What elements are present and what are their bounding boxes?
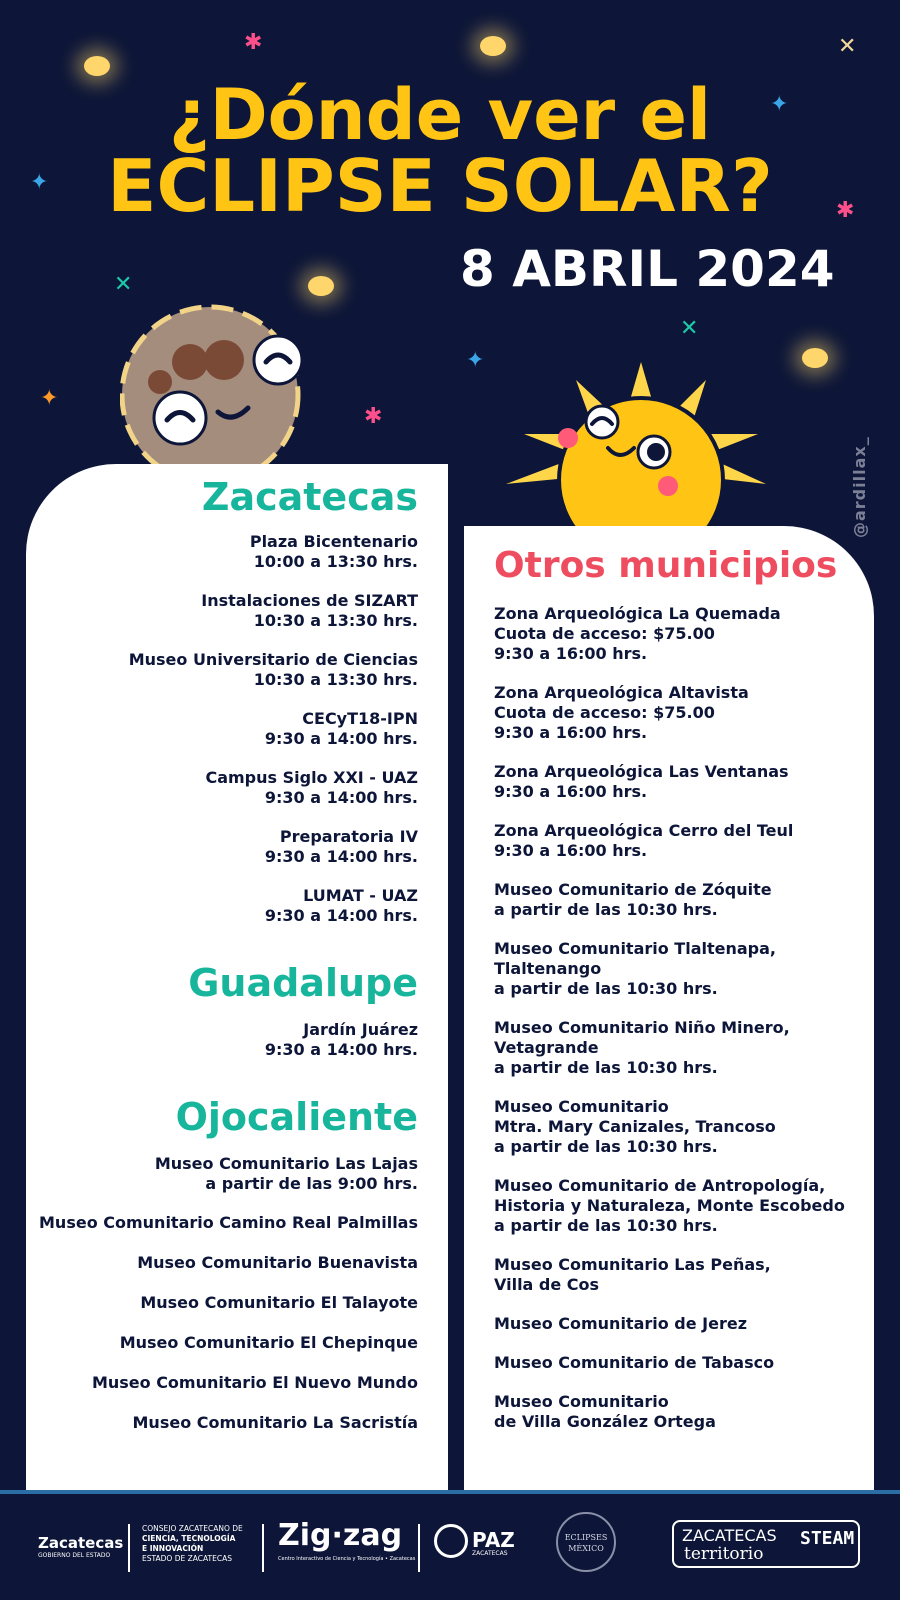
location-name: Museo Comunitario Buenavista xyxy=(137,1253,418,1272)
consejo-line: CONSEJO ZACATECANO DE xyxy=(142,1524,243,1533)
location-entry xyxy=(28,1253,418,1273)
location-entry xyxy=(28,1413,418,1433)
location-entry xyxy=(28,1293,418,1313)
location-entry xyxy=(28,532,418,572)
location-line: a partir de las 10:30 hrs. xyxy=(494,900,718,919)
location-line: a partir de las 10:30 hrs. xyxy=(494,1058,718,1077)
location-time: 9:30 a 14:00 hrs. xyxy=(264,729,418,748)
location-line: Museo Comunitario Las Peñas, xyxy=(494,1255,771,1274)
location-line: a partir de las 10:30 hrs. xyxy=(494,1137,718,1156)
location-line: Zona Arqueológica Las Ventanas xyxy=(494,762,789,781)
location-time: 10:30 a 13:30 hrs. xyxy=(253,611,418,630)
logo-divider xyxy=(128,1524,130,1572)
location-name: Museo Universitario de Ciencias xyxy=(128,650,418,669)
sparkle-icon: ✦ xyxy=(770,92,789,117)
location-line: Museo Comunitario Niño Minero, xyxy=(494,1018,790,1037)
location-entry xyxy=(494,880,854,920)
location-line: 9:30 a 16:00 hrs. xyxy=(494,723,648,742)
sparkle-icon: ✕ xyxy=(838,34,857,59)
steam-logo: STEAM xyxy=(800,1528,855,1549)
location-entry xyxy=(494,1097,854,1157)
location-name: Museo Comunitario El Talayote xyxy=(140,1293,418,1312)
location-name: Museo Comunitario Camino Real Palmillas xyxy=(39,1213,418,1232)
location-entry xyxy=(28,709,418,749)
location-name: Museo Comunitario El Chepinque xyxy=(119,1333,418,1352)
location-entry xyxy=(494,1314,854,1334)
location-name: Plaza Bicentenario xyxy=(249,532,418,551)
location-entry xyxy=(28,1333,418,1353)
location-name: Museo Comunitario La Sacristía xyxy=(132,1413,418,1432)
zigzag-logo: Zig·zag xyxy=(278,1518,403,1553)
firefly-glow xyxy=(84,56,110,76)
location-entry xyxy=(494,683,854,743)
location-entry xyxy=(28,768,418,808)
eclipses-text: ECLIPSES xyxy=(564,1533,608,1542)
location-line: a partir de las 10:30 hrs. xyxy=(494,1216,718,1235)
sparkle-icon: ✱ xyxy=(836,198,855,223)
location-time: 9:30 a 14:00 hrs. xyxy=(264,788,418,807)
location-line: Museo Comunitario de Antropología, xyxy=(494,1176,826,1195)
location-line: Zona Arqueológica Cerro del Teul xyxy=(494,821,794,840)
location-time: 9:30 a 14:00 hrs. xyxy=(264,1040,418,1059)
firefly-glow xyxy=(480,36,506,56)
location-line: Museo Comunitario xyxy=(494,1392,669,1411)
location-time: 9:30 a 14:00 hrs. xyxy=(264,906,418,925)
location-entry xyxy=(28,1154,418,1194)
location-line: Mtra. Mary Canizales, Trancoso xyxy=(494,1117,776,1136)
location-name: Museo Comunitario El Nuevo Mundo xyxy=(91,1373,418,1392)
section-title-otros-municipios: Otros municipios xyxy=(494,545,838,586)
location-name: CECyT18-IPN xyxy=(302,709,418,728)
location-entry xyxy=(494,1018,854,1078)
consejo-line: CIENCIA, TECNOLOGÍA xyxy=(142,1534,236,1543)
location-entry xyxy=(28,827,418,867)
sparkle-icon: ✦ xyxy=(40,386,59,411)
sparkle-icon: ✦ xyxy=(466,348,485,373)
zacatecas-logo: Zacatecas xyxy=(38,1534,124,1552)
zacatecas-logo-sub: GOBIERNO DEL ESTADO xyxy=(38,1552,111,1559)
location-line: Museo Comunitario Tlaltenapa, xyxy=(494,939,776,958)
firefly-glow xyxy=(802,348,828,368)
location-line: Zona Arqueológica Altavista xyxy=(494,683,749,702)
sparkle-icon: ✱ xyxy=(364,404,383,429)
consejo-logo xyxy=(142,1524,243,1564)
section-title-ojocaliente: Ojocaliente xyxy=(175,1095,418,1139)
location-time: 9:30 a 14:00 hrs. xyxy=(264,847,418,866)
location-line: 9:30 a 16:00 hrs. xyxy=(494,644,648,663)
location-entry xyxy=(494,1176,854,1236)
location-entry xyxy=(494,1353,854,1373)
location-entry xyxy=(28,1373,418,1393)
page-title-line2: ECLIPSE SOLAR? xyxy=(107,144,773,228)
page-title-line1: ¿Dónde ver el xyxy=(168,74,712,156)
location-line: Museo Comunitario de Jerez xyxy=(494,1314,748,1333)
location-entry xyxy=(28,650,418,690)
zigzag-logo-sub: Centro Interactivo de Ciencia y Tecnología • Zacatecas xyxy=(278,1556,416,1562)
section-title-guadalupe: Guadalupe xyxy=(188,961,418,1005)
author-handle: @ardillax_ xyxy=(850,436,869,538)
location-time: 10:30 a 13:30 hrs. xyxy=(253,670,418,689)
territorio-top: ZACATECAS xyxy=(682,1526,777,1545)
location-line: a partir de las 10:30 hrs. xyxy=(494,979,718,998)
location-line: 9:30 a 16:00 hrs. xyxy=(494,782,648,801)
sun-illustration xyxy=(496,362,786,528)
paz-logo: PAZ xyxy=(472,1528,515,1552)
territorio-logo xyxy=(672,1520,860,1568)
eclipses-mexico-logo xyxy=(556,1512,616,1572)
logo-divider xyxy=(418,1524,420,1572)
moon-illustration xyxy=(120,300,330,470)
location-name: Campus Siglo XXI - UAZ xyxy=(205,768,418,787)
location-name: Jardín Juárez xyxy=(303,1020,418,1039)
location-line: Tlaltenango xyxy=(494,959,602,978)
mexico-text: MÉXICO xyxy=(568,1544,604,1553)
location-name: Museo Comunitario Las Lajas xyxy=(154,1154,418,1173)
location-line: Historia y Naturaleza, Monte Escobedo xyxy=(494,1196,845,1215)
paz-logo-sub: ZACATECAS xyxy=(472,1550,508,1557)
section-title-zacatecas: Zacatecas xyxy=(201,475,418,519)
location-line: Museo Comunitario de Zóquite xyxy=(494,880,772,899)
right-panel xyxy=(464,526,874,1490)
location-entry xyxy=(28,1213,418,1233)
location-name: Preparatoria IV xyxy=(279,827,418,846)
location-entry xyxy=(494,762,854,802)
logo-divider xyxy=(262,1524,264,1572)
location-entry xyxy=(494,939,854,999)
location-line: Museo Comunitario xyxy=(494,1097,669,1116)
location-line: Vetagrande xyxy=(494,1038,599,1057)
location-entry xyxy=(494,1392,854,1432)
consejo-line: ESTADO DE ZACATECAS xyxy=(142,1554,232,1563)
location-line: de Villa González Ortega xyxy=(494,1412,716,1431)
location-line: Cuota de acceso: $75.00 xyxy=(494,624,715,643)
firefly-glow xyxy=(308,276,334,296)
location-entry xyxy=(28,591,418,631)
dove-icon xyxy=(434,1524,468,1558)
sparkle-icon: ✕ xyxy=(114,272,133,297)
location-entry xyxy=(494,821,854,861)
location-time: 10:00 a 13:30 hrs. xyxy=(253,552,418,571)
left-panel xyxy=(26,464,448,1490)
event-date: 8 ABRIL 2024 xyxy=(460,240,835,298)
location-line: Cuota de acceso: $75.00 xyxy=(494,703,715,722)
location-line: Museo Comunitario de Tabasco xyxy=(494,1353,775,1372)
location-entry xyxy=(28,886,418,926)
territorio-bottom: territorio xyxy=(684,1544,764,1564)
consejo-line: E INNOVACIÓN xyxy=(142,1544,204,1553)
location-entry xyxy=(494,604,854,664)
location-entry xyxy=(28,1020,418,1060)
location-name: Instalaciones de SIZART xyxy=(201,591,418,610)
location-name: LUMAT - UAZ xyxy=(303,886,418,905)
location-line: 9:30 a 16:00 hrs. xyxy=(494,841,648,860)
sparkle-icon: ✱ xyxy=(244,30,263,55)
sparkle-icon: ✕ xyxy=(680,316,699,341)
location-entry xyxy=(494,1255,854,1295)
footer-logos xyxy=(0,1490,900,1600)
sparkle-icon: ✦ xyxy=(30,170,49,195)
location-line: Zona Arqueológica La Quemada xyxy=(494,604,781,623)
location-line: Villa de Cos xyxy=(494,1275,600,1294)
location-time: a partir de las 9:00 hrs. xyxy=(205,1174,418,1193)
